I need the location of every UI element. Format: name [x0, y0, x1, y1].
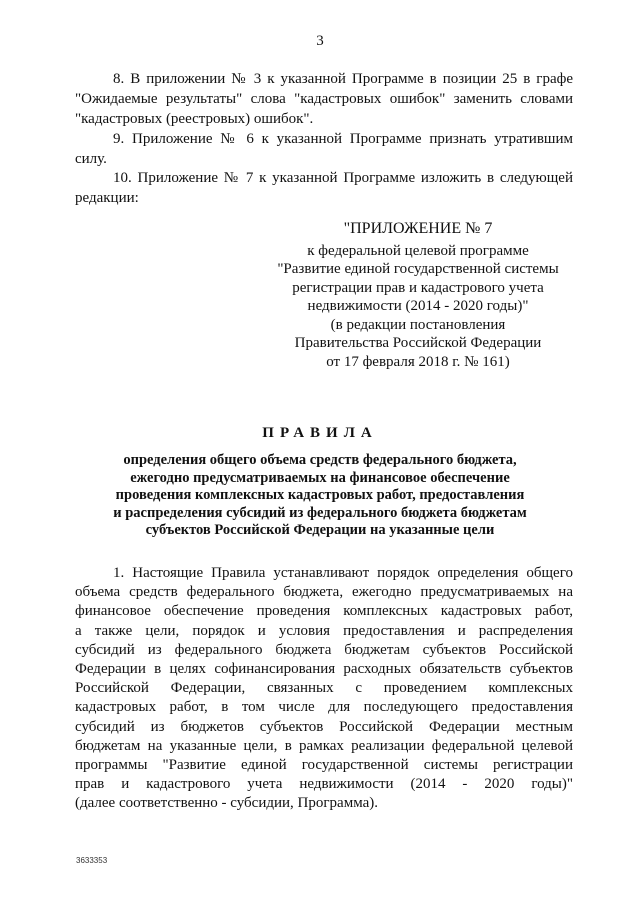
body-line-13: (далее соответственно - субсидии, Программа). — [75, 795, 378, 812]
rules-paragraph-1 — [75, 563, 573, 812]
p9-line-2: силу. — [75, 151, 107, 167]
appendix-line-2: к федеральной целевой программе — [307, 242, 529, 259]
p8-line-1 — [113, 71, 573, 90]
rules-subtitle-line-3: проведения комплексных кадастровых работ, предоставления — [115, 487, 525, 503]
appendix-line-4: регистрации прав и кадастрового учета — [292, 279, 544, 296]
p8-line-2 — [75, 91, 573, 110]
rules-subtitle-line-2: ежегодно предусматриваемых на финансовое обеспечение — [130, 469, 510, 486]
rules-subtitle — [90, 452, 550, 540]
p8-line-1-text: 8. В приложении № 3 к указанной Программе в позиции 25 в графе — [113, 71, 573, 87]
p10-line-2: редакции: — [75, 190, 139, 206]
p10-line-1 — [113, 170, 573, 189]
rules-subtitle-line-1: определения общего объема средств федерального бюджета, — [123, 452, 517, 468]
appendix-header — [268, 220, 568, 371]
body-line-5: субсидий из федерального бюджета бюджетам субъектов Российской — [75, 641, 573, 658]
p10-line-1-text: 10. Приложение № 7 к указанной Программе изложить в следующей — [113, 170, 573, 186]
p9-line-1 — [113, 131, 573, 150]
document-code: 3633353 — [76, 856, 108, 865]
body-line-4: а также цели, порядок и условия предоставления и распределения — [75, 622, 573, 639]
rules-title: ПРАВИЛА — [262, 425, 378, 441]
appendix-line-5: недвижимости (2014 - 2020 годы)" — [307, 298, 529, 314]
appendix-line-7: Правительства Российской Федерации — [294, 335, 542, 351]
body-line-2: объема средств федерального бюджета, ежегодно предусматриваемых на — [75, 584, 573, 601]
appendix-line-3: "Развитие единой государственной системы — [277, 261, 559, 277]
body-line-7: Российской Федерации, связанных с проведением комплексных — [75, 680, 573, 697]
rules-subtitle-line-5: субъектов Российской Федерации на указанные цели — [145, 522, 495, 538]
body-line-9: субсидий из бюджетов субъектов Российской Федерации местным — [75, 718, 573, 735]
page-number: 3 — [316, 33, 324, 49]
body-line-12: прав и кадастрового учета недвижимости (2014 - 2020 годы)" — [75, 776, 573, 793]
appendix-line-6: (в редакции постановления — [330, 316, 506, 333]
body-line-6: Федерации в целях софинансирования расходных обязательств субъектов — [75, 660, 573, 677]
body-line-11: программы "Развитие единой государственной системы регистрации — [75, 756, 573, 773]
p8-line-3: "кадастровых (реестровых) ошибок". — [75, 111, 314, 127]
appendix-line-8: от 17 февраля 2018 г. № 161) — [326, 353, 510, 370]
body-line-8: кадастровых работ, в том числе для последующего предоставления — [75, 699, 573, 716]
appendix-title: "ПРИЛОЖЕНИЕ № 7 — [343, 220, 493, 237]
body-line-3: финансовое обеспечение проведения комплексных кадастровых работ, — [75, 603, 573, 620]
p8-line-2-text: "Ожидаемые результаты" слова "кадастровых ошибок" заменить словами — [75, 91, 573, 107]
body-line-1: 1. Настоящие Правила устанавливают порядок определения общего — [113, 565, 573, 581]
body-line-10: бюджетам на указанные цели, в рамках реализации федеральной целевой — [75, 737, 573, 754]
p9-line-1-text: 9. Приложение № 6 к указанной Программе признать утратившим — [113, 131, 573, 147]
rules-subtitle-line-4: и распределения субсидий из федерального бюджета бюджетам — [113, 504, 527, 521]
